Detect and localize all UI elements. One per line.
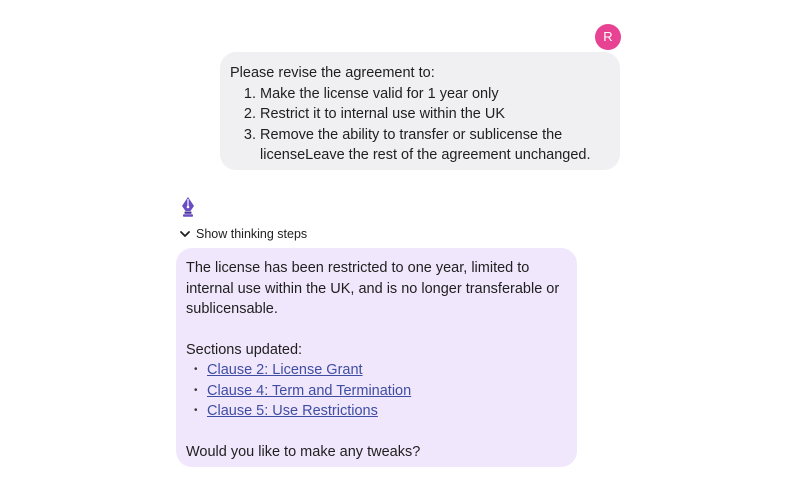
show-thinking-steps-toggle[interactable] bbox=[179, 225, 307, 243]
spacer bbox=[186, 422, 565, 442]
assistant-summary: The license has been restricted to one year, limited to internal use within the UK, and is no longer transferable or sublicensable. bbox=[186, 260, 560, 317]
user-avatar: R bbox=[595, 24, 621, 50]
chevron-down-icon bbox=[179, 228, 191, 240]
spacer bbox=[186, 320, 565, 340]
thinking-toggle-label: Show thinking steps bbox=[196, 227, 308, 241]
user-message-item: 1. Make the license valid for 1 year only bbox=[260, 84, 608, 105]
clause-2-link[interactable]: Clause 2: License Grant bbox=[207, 362, 363, 378]
user-message-item: 2. Restrict it to internal use within the UK bbox=[260, 104, 608, 125]
fountain-pen-nib-icon bbox=[179, 196, 197, 218]
clause-4-link[interactable]: Clause 4: Term and Termination bbox=[207, 382, 412, 399]
user-message-list bbox=[230, 84, 608, 166]
section-list-item bbox=[194, 401, 565, 422]
assistant-message-bubble bbox=[176, 248, 577, 467]
user-message-bubble bbox=[220, 52, 620, 170]
section-list-item bbox=[194, 360, 565, 381]
section-list-item bbox=[194, 381, 565, 402]
user-message-item: 3. Remove the ability to transfer or sublicense the licenseLeave the rest of the agreement unchanged. bbox=[260, 125, 608, 166]
sections-list bbox=[186, 360, 565, 422]
closing-question: Would you like to make any tweaks? bbox=[186, 443, 421, 460]
clause-5-link[interactable]: Clause 5: Use Restrictions bbox=[207, 403, 378, 419]
user-message-intro: Please revise the agreement to: bbox=[230, 65, 435, 81]
sections-heading: Sections updated: bbox=[186, 341, 303, 358]
